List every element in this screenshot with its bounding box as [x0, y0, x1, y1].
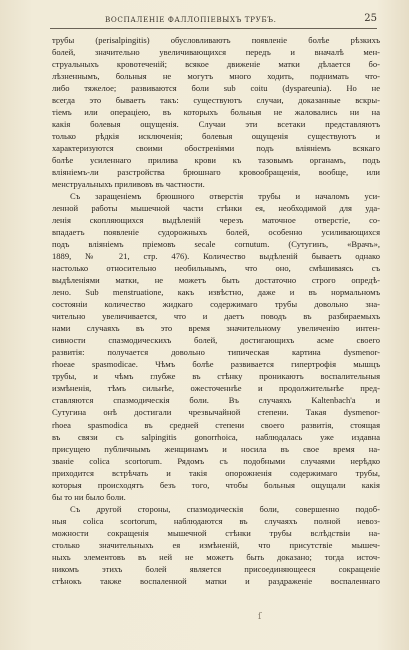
footer-mark: ſ	[258, 612, 262, 622]
text-line: присущею публичнымъ женщинамъ и носила въ свое время на-	[52, 443, 380, 454]
text-line: никомъ этихъ болей является присоединяющееся сокращеніе	[52, 563, 380, 574]
text-line: ныхъ элементовъ въ ней не можетъ быть доказано; тогда источ-	[52, 551, 380, 562]
text-line: Съ другой стороны, спазмодическія боли, совершенно подоб-	[70, 503, 380, 514]
text-line: приходится встрѣчать и такія опорожненія содержимаго трубы,	[52, 467, 380, 478]
text-line: нами случаяхъ въ это время значительному увеличенію интен-	[52, 323, 380, 334]
text-line: въ связи съ salpingitis gonorrhoica, наблюдалась уже издавна	[52, 431, 380, 442]
text-line: тіемъ или операціею, въ которыхъ больныя не жаловались ни на	[52, 107, 380, 118]
text-line: rhoea spasmodica въ средней степени своего развитія, стоящая	[52, 419, 380, 430]
text-line: какія болевыя ощущенія. Случаи эти всетаки представляютъ	[52, 119, 380, 130]
text-line: всегда это бываетъ такъ: существуютъ случаи, доказанные вскры-	[52, 95, 380, 106]
text-line: выдѣленіями матки, не можетъ быть достаточно строго опредѣ-	[52, 275, 380, 286]
body-text	[52, 34, 380, 587]
text-line: ставляются спазмодическія боли. Въ случаяхъ Kaltenbach'а и	[52, 395, 380, 406]
text-line: трубы, и чѣмъ глубже въ стѣнку проникаютъ воспалительныя	[52, 371, 380, 382]
text-line: можности сокращенія мышечной стѣнки трубы вслѣдствіи на-	[52, 527, 380, 538]
text-line: впадаетъ появленіе судорожныхъ болей, особенно усиливающихся	[52, 227, 380, 238]
text-line: чительно увеличивается, что и даетъ поводъ въ разбираемыхъ	[52, 311, 380, 322]
text-line: стѣнокъ также воспаленной матки и раздраженіе воспаленнаго	[52, 575, 380, 586]
text-line: либо тяжелое; развиваются боли sub coitu (dyspareunia). Но не	[52, 83, 380, 94]
text-line: трубы (perisalpingitis) обусловливаютъ появленіе болѣе рѣзкихъ	[52, 35, 380, 45]
text-line: состояніи количество жидкаго содержимаго трубы довольно зна-	[52, 299, 380, 310]
running-header	[50, 14, 377, 29]
text-line: которыя происходятъ безъ того, чтобы больныя ощущали какія	[52, 479, 380, 490]
text-line: характеризуются своими обостреніями подъ вліяніемъ всякаго	[52, 143, 380, 154]
text-line: ныя colica scortorum, наблюдаются въ случаяхъ полной невоз-	[52, 515, 380, 526]
text-line: вліяніемъ-ли разстройства брюшнаго кровообращенія, вообще, или	[52, 167, 380, 178]
text-line: струальныхъ кровотеченій; всякое движеніе матки дѣлается бо-	[52, 59, 380, 70]
text-line: лѣзненнымъ, больныя не могутъ много ходить, поднимать что-	[52, 71, 380, 82]
text-line: столько значительныхъ ея измѣненій, что присутствіе мышеч-	[52, 539, 380, 550]
text-line: званіе colica scortorum. Рядомъ съ подобными случаями нерѣдко	[52, 455, 380, 466]
text-line: бы то ни было боли.	[52, 491, 126, 502]
header-title: ВОСПАЛЕНІЕ ФАЛЛОПІЕВЫХЪ ТРУБЪ.	[105, 15, 277, 24]
text-line: только рѣдкія исключенія; болевыя ощущенія существуютъ и	[52, 131, 380, 142]
text-line: измѣненія, тѣмъ сильнѣе, ожесточеннѣе и продолжительнѣе пред-	[52, 383, 380, 394]
text-line: болей, значительно увеличивающихся передъ и вначалѣ мен-	[52, 47, 380, 58]
text-line: ленія скопляющихся выдѣленій черезъ маточное отверстіе, со-	[52, 215, 380, 226]
text-line: болѣе усиленнаго прилива крови къ тазовымъ органамъ, подъ	[52, 155, 380, 166]
text-line: развитія: получается довольно типическая картина dysmenor-	[52, 347, 380, 358]
text-line: сивности спазмодическихъ болей, достигающихъ асме своего	[52, 335, 380, 346]
text-line: настолько относительно необильнымъ, что оно, смѣшиваясь съ	[52, 263, 380, 274]
text-line: ленной работы мышечной части стѣнки ея, необходимой для уда-	[52, 203, 380, 214]
text-line: подъ вліяніемъ пріемовъ secale cornutum. (Сутугинъ, «Врачъ»,	[52, 239, 380, 250]
text-line: rhoeae spasmodicae. Чѣмъ болѣе развивается гипертрофія мышцъ	[52, 359, 380, 370]
text-line: менструальныхъ приливовъ въ частности.	[52, 179, 205, 190]
text-line: лено. Sub menstruatione, какъ извѣстно, даже и въ нормальномъ	[52, 287, 380, 298]
text-line: Съ заращеніемъ брюшного отверстія трубы и началомъ уси-	[70, 191, 380, 202]
text-line: 1889, № 21, стр. 476). Количество выдѣленій бываетъ однако	[52, 251, 380, 262]
text-line: Сутугина онѣ достигали чрезвычайной степени. Такая dysmenor-	[52, 407, 380, 418]
page-number: 25	[364, 13, 377, 24]
